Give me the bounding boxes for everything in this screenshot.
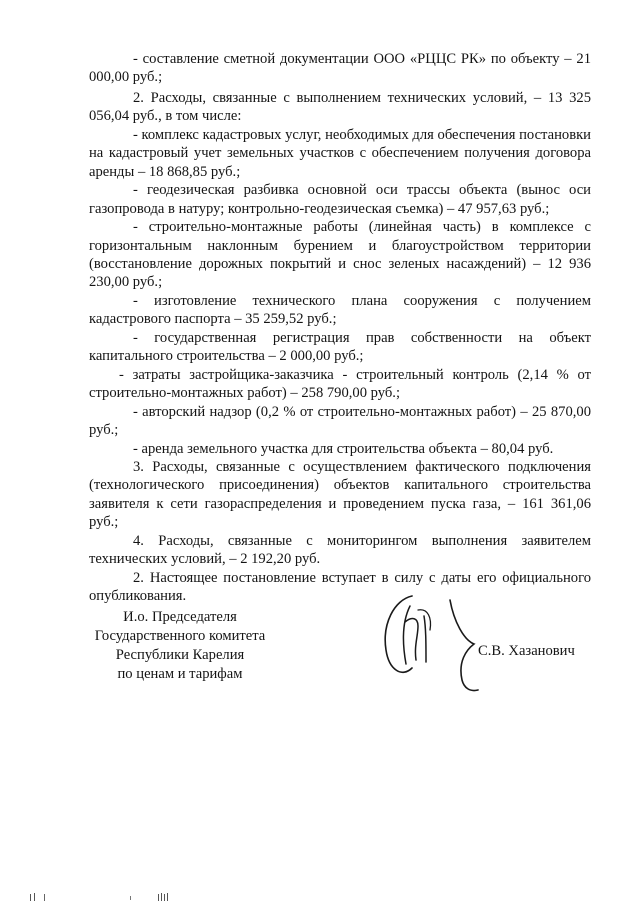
signatory-title-line: по ценам и тарифам bbox=[117, 666, 243, 682]
handwritten-signature-icon bbox=[372, 588, 492, 698]
paragraph-effective-date: 2. Настоящее постановление вступает в силу с даты его официального опубликования. bbox=[89, 569, 591, 605]
signatory-title-block bbox=[80, 608, 280, 684]
scan-artifact-marks bbox=[30, 892, 230, 902]
paragraph-estimate-docs: - составление сметной документации ООО «РЦЦС РК» по объекту – 21 000,00 руб.; bbox=[89, 51, 591, 86]
signatory-title-line: И.о. Председателя bbox=[123, 609, 237, 625]
paragraph-monitoring-costs: 4. Расходы, связанные с мониторингом выполнения заявителем технических условий, – 2 192,20 руб. bbox=[89, 532, 591, 568]
paragraph-state-registration: - государственная регистрация прав собственности на объект капитального строительства – 2 000,00 руб.; bbox=[89, 329, 591, 365]
paragraph-technical-conditions: 2. Расходы, связанные с выполнением технических условий, – 13 325 056,04 руб., в том числе: bbox=[89, 89, 591, 125]
paragraph-cadastral-services: - комплекс кадастровых услуг, необходимых для обеспечения постановки на кадастровый учет земельных участков с обеспечением получения договора аренды – 18 868,85 руб.; bbox=[89, 126, 591, 180]
paragraph-construction-control: - затраты застройщика-заказчика - строительный контроль (2,14 % от строительно-монтажных работ) – 258 790,00 руб.; bbox=[89, 366, 591, 402]
signer-name: С.В. Хазанович bbox=[478, 643, 575, 659]
paragraph-author-supervision: - авторский надзор (0,2 % от строительно-монтажных работ) – 25 870,00 руб.; bbox=[89, 403, 591, 439]
signatory-title-line: Республики Карелия bbox=[115, 647, 245, 663]
paragraph-technical-plan: - изготовление технического плана сооружения с получением кадастрового паспорта – 35 259,52 руб.; bbox=[89, 292, 591, 328]
signatory-title-line: Государственного комитета bbox=[94, 628, 266, 644]
paragraph-connection-costs: 3. Расходы, связанные с осуществлением фактического подключения (технологического присоединения) объектов капитального строительства заявителя к сети газораспределения и проведением пуска газа, – 161 361,06 руб.; bbox=[89, 458, 591, 531]
document-body bbox=[89, 50, 591, 606]
paragraph-geodetic-survey: - геодезическая разбивка основной оси трассы объекта (вынос оси газопровода в натуру; контрольно-геодезическая съемка) – 47 957,63 руб.; bbox=[89, 182, 591, 217]
paragraph-land-lease: - аренда земельного участка для строительства объекта – 80,04 руб. bbox=[133, 440, 554, 457]
paragraph-construction-works: - строительно-монтажные работы (линейная часть) в комплексе с горизонтальным наклонным бурением и благоустройством территории (восстановление дорожных покрытий и снос зеленых насаждений) – 12 936 230,00 руб.; bbox=[89, 219, 591, 291]
